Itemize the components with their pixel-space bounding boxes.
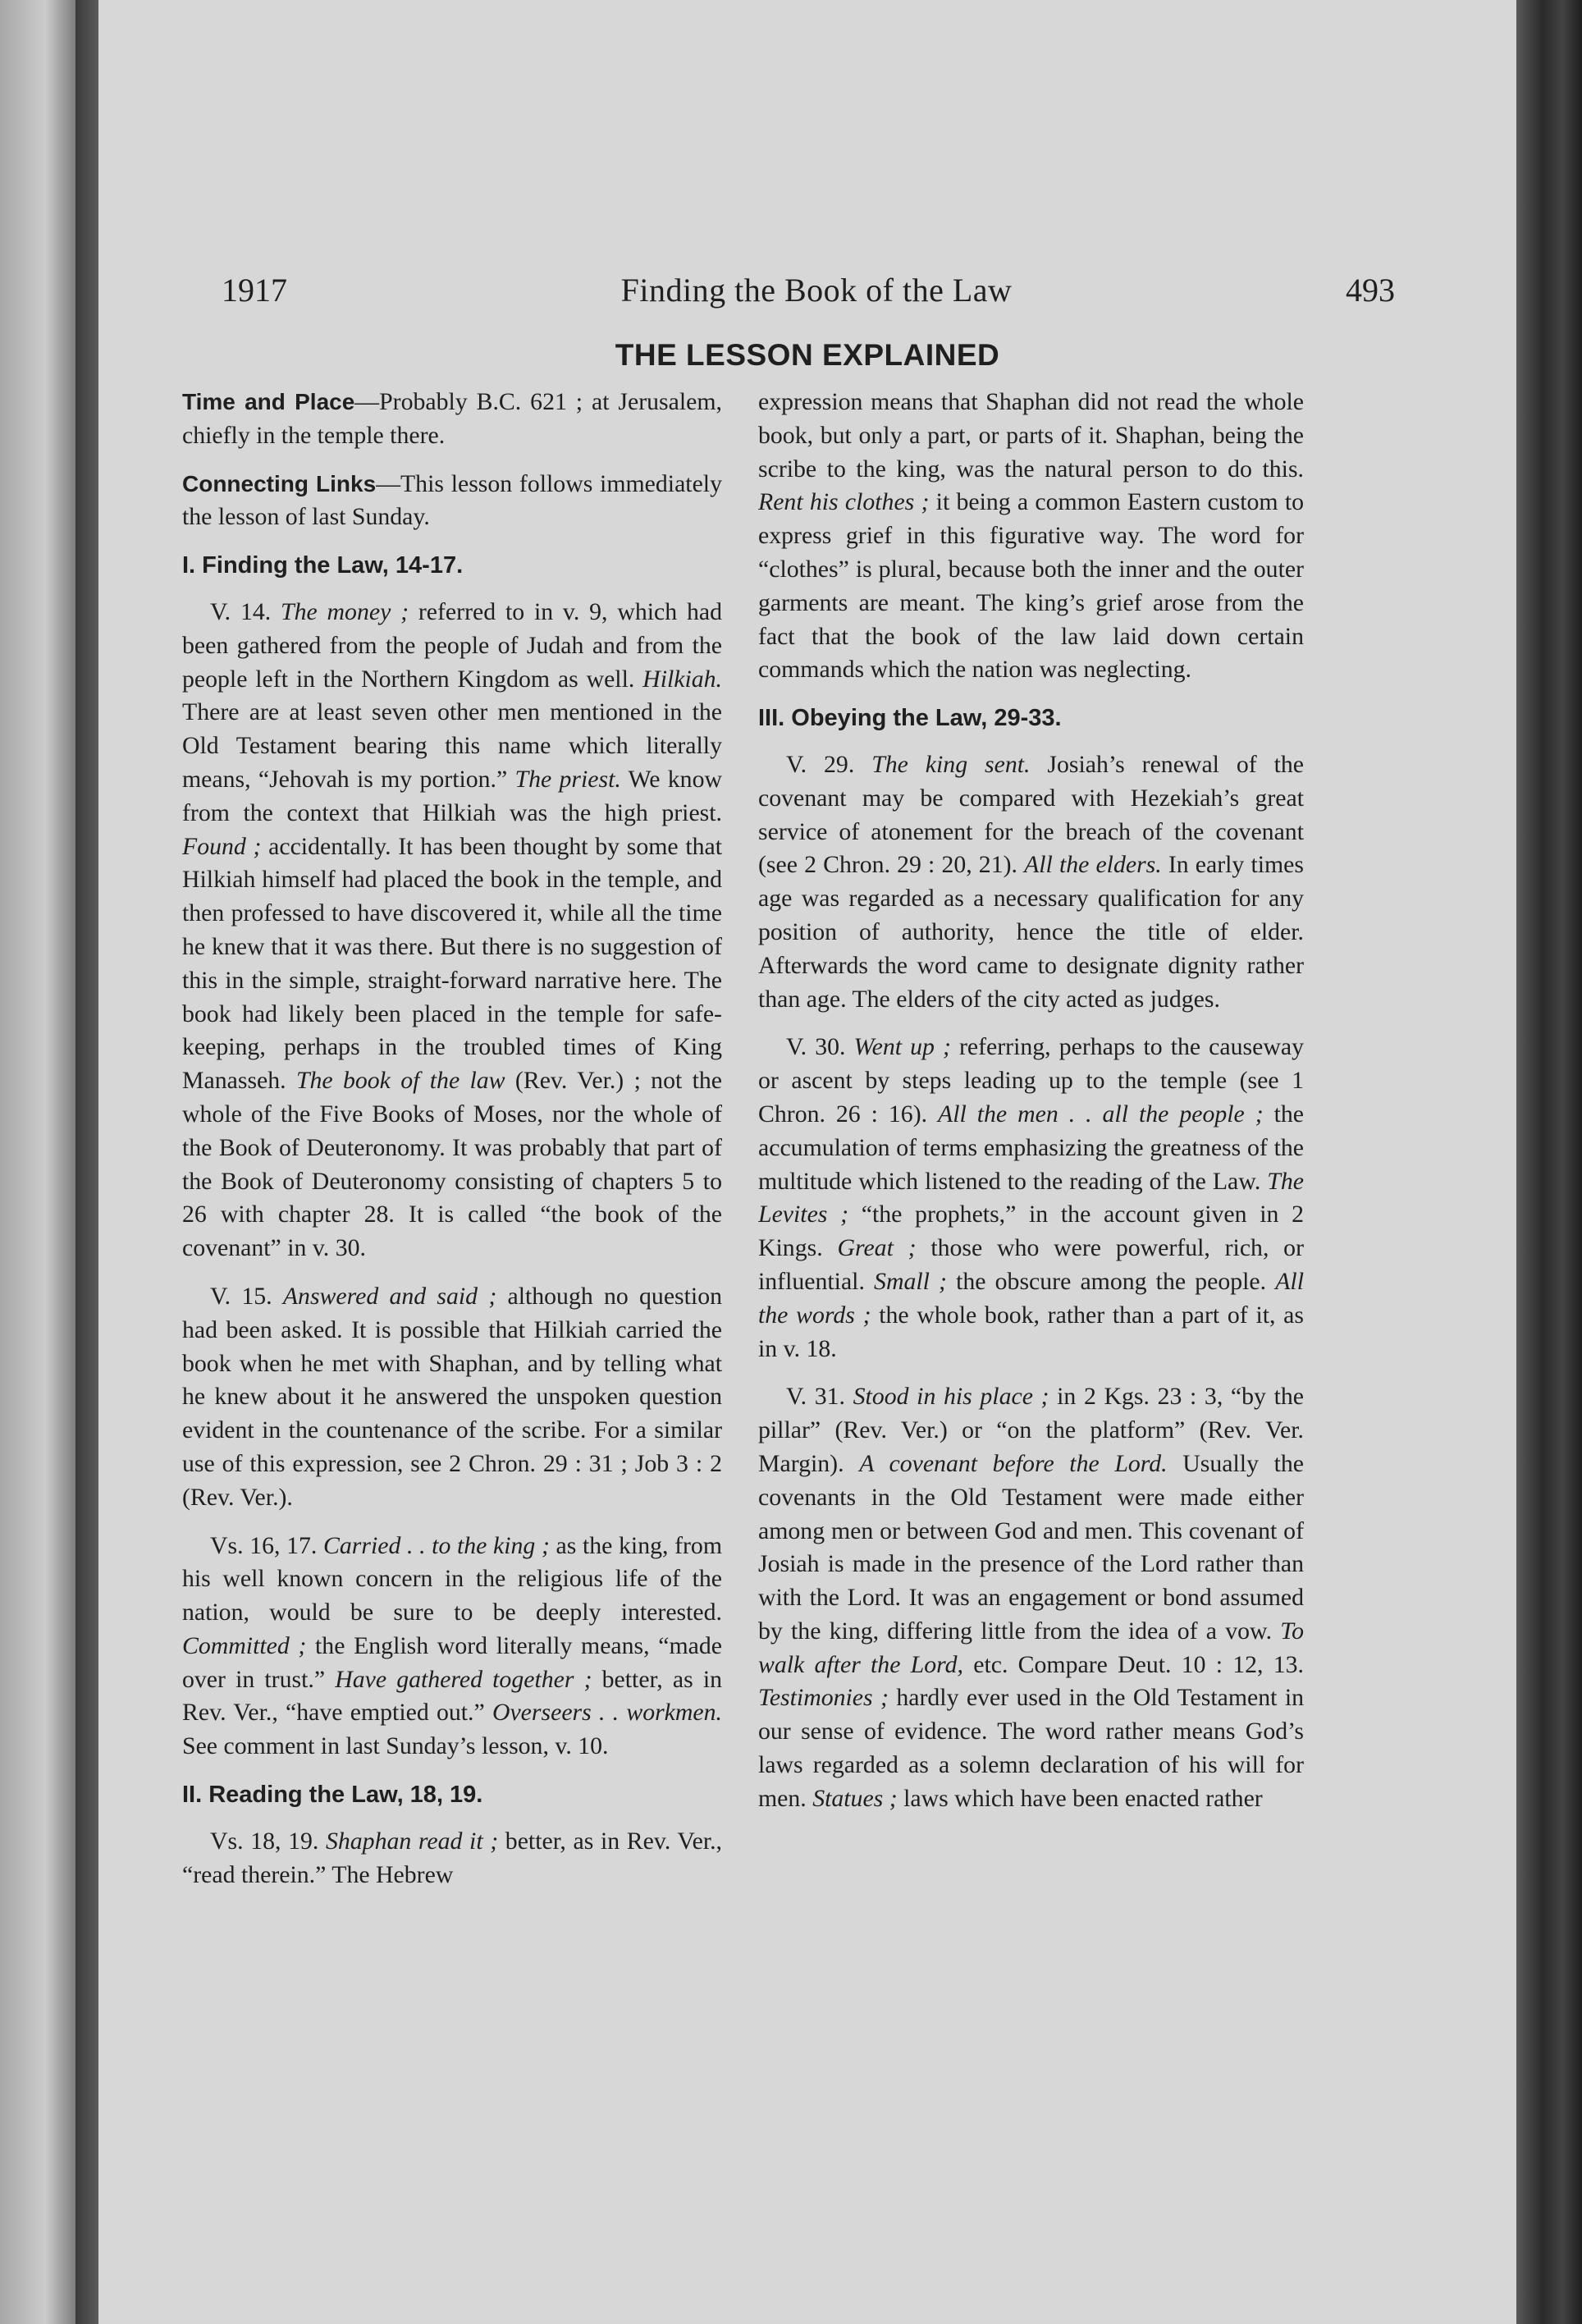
- text-run: —This lesson follows immediately the lesson of last Sunday.: [182, 469, 722, 531]
- text-run: laws which have been enacted rather: [897, 1784, 1263, 1812]
- paragraph: [182, 1530, 722, 1764]
- italic-term: Small ;: [874, 1267, 947, 1295]
- text-run: expression means that Shaphan did not read the whole book, but only a part, or parts of it. Shaphan, being the scribe to the king, was the natural person to do this.: [758, 388, 1304, 483]
- paragraph: [758, 386, 1304, 687]
- text-run: We know from the context that Hilkiah was the high priest.: [182, 765, 722, 826]
- paragraph: [182, 596, 722, 1265]
- text-run: V. 15.: [210, 1282, 283, 1310]
- text-run: the whole book, rather than a part of it, as in v. 18.: [758, 1301, 1304, 1362]
- italic-term: Found ;: [182, 832, 262, 860]
- section-heading: THE LESSON EXPLAINED: [615, 338, 1000, 372]
- paragraph: [182, 386, 722, 453]
- italic-term: Answered and said ;: [282, 1282, 497, 1310]
- book-page: [98, 0, 1516, 2324]
- book-cover-edge: [1516, 0, 1582, 2324]
- text-run: V. 31.: [786, 1383, 853, 1411]
- text-run: etc. Compare Deut. 10 : 12, 13.: [962, 1650, 1304, 1678]
- book-gutter: [75, 0, 98, 2324]
- paragraph: [758, 1380, 1304, 1815]
- text-run: (Rev. Ver.) ; not the whole of the Five Books of Moses, nor the whole of the Book of Deuteronomy. It was probably that part of the Book of Deuteronomy consisting of chapters 5 to 26 with chapter 28. It is called “the book of the covenant” in v. 30.: [182, 1067, 722, 1262]
- text-run: In early times age was regarded as a necessary qualification for any position of authority, hence the title of elder. Afterwards the word came to designate dignity rather than age. The elders of the city acted as judges.: [758, 851, 1304, 1013]
- subsection-heading: I. Finding the Law, 14-17.: [182, 552, 464, 579]
- italic-term: All the elders.: [1024, 851, 1162, 879]
- italic-term: Carried . . to the king ;: [322, 1531, 550, 1559]
- text-run: although no question had been asked. It is possible that Hilkiah carried the book when he met with Shaphan, and by telling what he knew about it he answered the unspoken question evident in the countenance of the scribe. For a similar use of this expression, see 2 Chron. 29 : 31 ; Job 3 : 2 (Rev. Ver.).: [182, 1282, 722, 1511]
- italic-term: A covenant before the Lord.: [859, 1449, 1168, 1477]
- text-run: those who were powerful, rich, or influential.: [758, 1234, 1304, 1295]
- text-run: Vs. 18, 19.: [210, 1827, 326, 1855]
- text-run: in 2 Kgs. 23 : 3, “by the pillar” (Rev. Ver.) or “on the platform” (Rev. Ver. Margin).: [758, 1383, 1304, 1477]
- text-run: Josiah’s renewal of the covenant may be compared with Hezekiah’s great service of atonement for the breach of the covenant (see 2 Chron. 29 : 20, 21).: [758, 750, 1304, 879]
- text-run: See comment in last Sunday’s lesson, v. 10.: [182, 1732, 609, 1760]
- italic-term: Great ;: [837, 1234, 917, 1262]
- text-run: —Probably B.C. 621 ; at Jerusalem, chiefly in the temple there.: [182, 388, 722, 449]
- run-in-heading: Time and Place: [182, 389, 355, 414]
- text-run: V. 30.: [786, 1033, 854, 1061]
- text-run: There are at least seven other men mentioned in the Old Testament bearing this name which literally means, “Jehovah is my portion.”: [182, 698, 722, 793]
- italic-term: The priest.: [514, 765, 621, 793]
- text-run: it being a common Eastern custom to express grief in this figurative way. The word for “clothes” is plural, because both the inner and the outer garments are meant. The king’s grief arose from the fact that the book of the law laid down certain commands which the nation was neglecting.: [758, 488, 1304, 684]
- italic-term: Statues ;: [812, 1784, 898, 1812]
- italic-term: All the men . . all the people ;: [938, 1100, 1264, 1128]
- italic-term: The king sent.: [871, 750, 1031, 778]
- text-run: V. 29.: [786, 750, 872, 778]
- subsection-heading: II. Reading the Law, 18, 19.: [182, 1782, 483, 1809]
- paragraph: [182, 1825, 722, 1892]
- italic-term: The money ;: [281, 597, 409, 625]
- facing-page-edge: [0, 0, 75, 2324]
- running-head-title: Finding the Book of the Law: [620, 272, 1013, 309]
- page-number: 493: [1346, 272, 1395, 309]
- italic-term: Hilkiah.: [642, 665, 722, 693]
- text-run: Usually the covenants in the Old Testament were made either among men or between God and men. This covenant of Josiah is made in the presence of the Lord rather than with the Lord. It was an engagement or bond assumed by the king, differing little from the idea of a vow.: [758, 1449, 1304, 1645]
- text-run: referred to in v. 9, which had been gathered from the people of Judah and from the people left in the Northern Kingdom as well.: [182, 597, 722, 693]
- running-head: [222, 271, 1395, 320]
- paragraph: [758, 748, 1304, 1016]
- paragraph: [182, 1280, 722, 1515]
- text-run: better, as in Rev. Ver., “read therein.” The Hebrew: [182, 1827, 722, 1888]
- text-run: Vs. 16, 17.: [210, 1531, 323, 1559]
- italic-term: Stood in his place ;: [853, 1383, 1049, 1411]
- run-in-heading: Connecting Links: [182, 470, 377, 496]
- text-run: V. 14.: [210, 597, 281, 625]
- right-column: [758, 386, 1304, 2093]
- italic-term: Committed ;: [182, 1631, 307, 1659]
- text-run: “the prophets,” in the account given in 2 Kings.: [758, 1201, 1304, 1262]
- italic-term: To walk after the Lord,: [758, 1617, 1304, 1678]
- left-column: [182, 386, 722, 2093]
- text-run: better, as in Rev. Ver., “have emptied out.”: [182, 1665, 722, 1727]
- italic-term: Rent his clothes ;: [758, 488, 930, 516]
- italic-term: The book of the law: [295, 1067, 505, 1095]
- italic-term: The Levites ;: [758, 1167, 1304, 1228]
- italic-term: All the words ;: [758, 1267, 1304, 1329]
- text-run: the accumulation of terms emphasizing the greatness of the multitude which listened to the reading of the Law.: [758, 1100, 1304, 1195]
- italic-term: Testimonies ;: [758, 1684, 889, 1712]
- italic-term: Shaphan read it ;: [325, 1827, 499, 1855]
- text-run: the obscure among the people.: [946, 1267, 1276, 1295]
- italic-term: Went up ;: [853, 1033, 951, 1061]
- italic-term: Have gathered together ;: [335, 1665, 592, 1693]
- text-run: accidentally. It has been thought by some that Hilkiah himself had placed the book in the temple, and then professed to have discovered it, while all the time he knew that it was there. But there is no suggestion of this in the simple, straight-forward narrative here. The book had likely been placed in the temple for safe-keeping, perhaps in the troubled times of King Manasseh.: [182, 832, 722, 1095]
- text-run: as the king, from his well known concern in the religious life of the nation, would be sure to be deeply interested.: [182, 1531, 722, 1626]
- italic-term: Overseers . . workmen.: [492, 1699, 722, 1727]
- text-run: referring, perhaps to the causeway or ascent by steps leading up to the temple (see 1 Chron. 26 : 16).: [758, 1033, 1304, 1128]
- paragraph: [182, 468, 722, 535]
- paragraph: [758, 1031, 1304, 1366]
- text-run: the English word literally means, “made over in trust.”: [182, 1631, 722, 1693]
- text-run: hardly ever used in the Old Testament in our sense of evidence. The word rather means God’s laws regarded as a solemn declaration of his will for men.: [758, 1684, 1304, 1812]
- subsection-heading: III. Obeying the Law, 29-33.: [758, 705, 1062, 732]
- running-head-year: 1917: [222, 272, 287, 309]
